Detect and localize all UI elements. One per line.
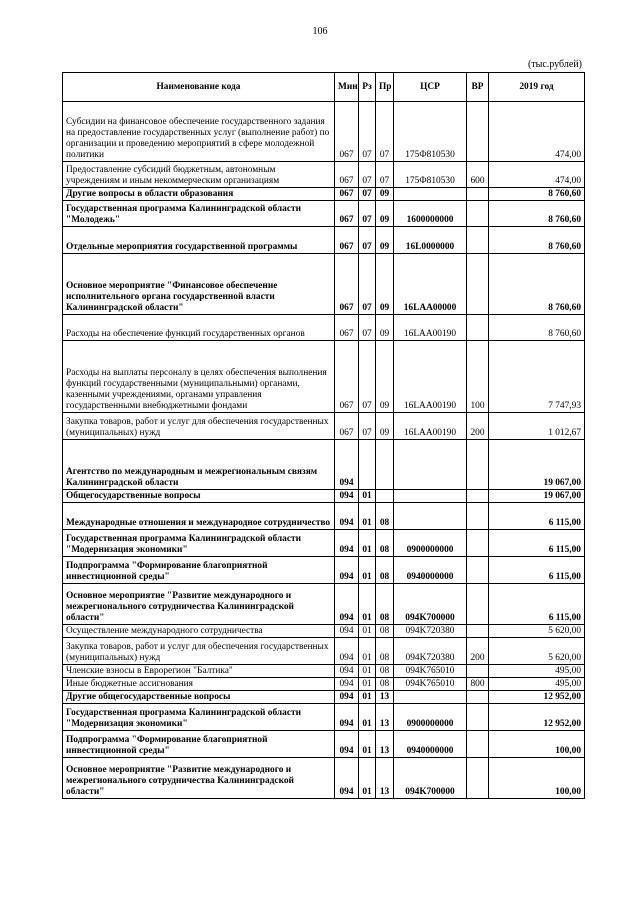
- cell-min: 067: [335, 162, 359, 188]
- cell-pr: 09: [376, 227, 394, 254]
- cell-min: 094: [335, 758, 359, 799]
- cell-val: 6 115,00: [489, 530, 585, 557]
- cell-name: Международные отношения и международное сотрудничество: [63, 503, 335, 530]
- cell-csr: 094K700000: [394, 584, 467, 625]
- cell-csr: 094K765010: [394, 678, 467, 691]
- cell-rz: 01: [359, 691, 376, 704]
- budget-table: [62, 72, 585, 799]
- cell-pr: 08: [376, 557, 394, 584]
- table-row: [63, 503, 585, 530]
- cell-vr: 100: [467, 341, 489, 413]
- cell-vr: [467, 731, 489, 758]
- cell-rz: 07: [359, 188, 376, 201]
- cell-vr: [467, 490, 489, 503]
- cell-min: 094: [335, 665, 359, 678]
- cell-pr: 09: [376, 413, 394, 440]
- cell-rz: 01: [359, 758, 376, 799]
- cell-name: Общегосударственные вопросы: [63, 490, 335, 503]
- cell-val: 5 620,00: [489, 638, 585, 665]
- cell-rz: 01: [359, 503, 376, 530]
- cell-vr: 200: [467, 413, 489, 440]
- cell-rz: 01: [359, 625, 376, 638]
- cell-name: Расходы на обеспечение функций государственных органов: [63, 315, 335, 341]
- cell-val: 19 067,00: [489, 440, 585, 490]
- cell-name: Иные бюджетные ассигнования: [63, 678, 335, 691]
- cell-vr: [467, 188, 489, 201]
- cell-min: 067: [335, 102, 359, 162]
- cell-rz: 01: [359, 731, 376, 758]
- table-row: [63, 227, 585, 254]
- table-row: [63, 704, 585, 731]
- cell-vr: [467, 625, 489, 638]
- cell-csr: 16LAA00000: [394, 254, 467, 315]
- cell-pr: 07: [376, 162, 394, 188]
- cell-csr: 0900000000: [394, 704, 467, 731]
- cell-csr: [394, 490, 467, 503]
- cell-pr: 08: [376, 503, 394, 530]
- cell-rz: 01: [359, 665, 376, 678]
- cell-min: 094: [335, 584, 359, 625]
- cell-name: Государственная программа Калининградской области "Молодежь": [63, 201, 335, 227]
- cell-vr: [467, 201, 489, 227]
- cell-val: 474,00: [489, 102, 585, 162]
- cell-name: Осуществление международного сотрудничества: [63, 625, 335, 638]
- table-row: [63, 162, 585, 188]
- cell-pr: 13: [376, 731, 394, 758]
- cell-rz: 07: [359, 201, 376, 227]
- table-row: [63, 315, 585, 341]
- cell-min: 094: [335, 625, 359, 638]
- cell-name: Государственная программа Калининградской области "Модернизация экономики": [63, 530, 335, 557]
- cell-rz: 07: [359, 162, 376, 188]
- cell-rz: 07: [359, 315, 376, 341]
- table-row: [63, 584, 585, 625]
- cell-pr: 09: [376, 315, 394, 341]
- cell-rz: 01: [359, 557, 376, 584]
- cell-val: 7 747,93: [489, 341, 585, 413]
- cell-pr: 09: [376, 341, 394, 413]
- cell-vr: 200: [467, 638, 489, 665]
- cell-val: 8 760,60: [489, 315, 585, 341]
- cell-rz: 01: [359, 704, 376, 731]
- cell-rz: 01: [359, 678, 376, 691]
- cell-csr: 175Ф810530: [394, 162, 467, 188]
- cell-vr: [467, 503, 489, 530]
- header-min: Мин: [335, 73, 359, 102]
- cell-csr: [394, 503, 467, 530]
- cell-pr: 13: [376, 691, 394, 704]
- cell-val: 100,00: [489, 758, 585, 799]
- cell-name: Агентство по международным и межрегиональным связям Калининградской области: [63, 440, 335, 490]
- header-year: 2019 год: [489, 73, 585, 102]
- table-row: [63, 731, 585, 758]
- cell-pr: 09: [376, 188, 394, 201]
- cell-vr: [467, 227, 489, 254]
- cell-vr: [467, 315, 489, 341]
- cell-val: 12 952,00: [489, 691, 585, 704]
- cell-vr: [467, 254, 489, 315]
- table-row: [63, 490, 585, 503]
- cell-val: 8 760,60: [489, 254, 585, 315]
- cell-name: Закупка товаров, работ и услуг для обеспечения государственных (муниципальных) нужд: [63, 413, 335, 440]
- cell-pr: [376, 490, 394, 503]
- cell-rz: 01: [359, 490, 376, 503]
- cell-csr: 094K720380: [394, 638, 467, 665]
- table-row: [63, 254, 585, 315]
- table-row: [63, 638, 585, 665]
- cell-csr: 16LAA00190: [394, 315, 467, 341]
- cell-name: Субсидии на финансовое обеспечение государственного задания на предоставление государственных услуг (выполнение работ) по организации и проведению мероприятий в сфере молодежной политики: [63, 102, 335, 162]
- cell-csr: 0900000000: [394, 530, 467, 557]
- cell-pr: 09: [376, 254, 394, 315]
- cell-vr: [467, 691, 489, 704]
- cell-min: 094: [335, 503, 359, 530]
- cell-val: 8 760,60: [489, 188, 585, 201]
- cell-name: Расходы на выплаты персоналу в целях обеспечения выполнения функций государственными (муниципальными) органами, казенными учреждениями, органами управления государственными внебюджетными фондами: [63, 341, 335, 413]
- cell-rz: 07: [359, 254, 376, 315]
- table-row: [63, 201, 585, 227]
- cell-val: 8 760,60: [489, 227, 585, 254]
- cell-pr: 08: [376, 530, 394, 557]
- cell-vr: [467, 704, 489, 731]
- cell-name: Отдельные мероприятия государственной программы: [63, 227, 335, 254]
- cell-val: 12 952,00: [489, 704, 585, 731]
- table-row: [63, 557, 585, 584]
- cell-pr: 07: [376, 102, 394, 162]
- cell-pr: 08: [376, 625, 394, 638]
- cell-vr: [467, 584, 489, 625]
- cell-val: 5 620,00: [489, 625, 585, 638]
- header-csr: ЦСР: [394, 73, 467, 102]
- cell-pr: 09: [376, 201, 394, 227]
- table-row: [63, 102, 585, 162]
- cell-csr: 16LAA00190: [394, 341, 467, 413]
- cell-min: 067: [335, 227, 359, 254]
- cell-min: 094: [335, 638, 359, 665]
- cell-min: 094: [335, 440, 359, 490]
- table-row: [63, 625, 585, 638]
- table-row: [63, 691, 585, 704]
- cell-val: 474,00: [489, 162, 585, 188]
- cell-name: Предоставление субсидий бюджетным, автономным учреждениям и иным некоммерческим организациям: [63, 162, 335, 188]
- cell-min: 067: [335, 341, 359, 413]
- cell-val: 6 115,00: [489, 503, 585, 530]
- cell-pr: 13: [376, 704, 394, 731]
- cell-csr: 175Ф810530: [394, 102, 467, 162]
- cell-val: 100,00: [489, 731, 585, 758]
- table-row: [63, 413, 585, 440]
- cell-csr: 094K765010: [394, 665, 467, 678]
- cell-min: 067: [335, 413, 359, 440]
- unit-label: (тыс.рублей): [527, 59, 582, 70]
- cell-vr: 600: [467, 162, 489, 188]
- cell-name: Закупка товаров, работ и услуг для обеспечения государственных (муниципальных) нужд: [63, 638, 335, 665]
- cell-min: 067: [335, 201, 359, 227]
- cell-csr: 0940000000: [394, 557, 467, 584]
- cell-name: Другие общегосударственные вопросы: [63, 691, 335, 704]
- cell-val: 495,00: [489, 678, 585, 691]
- cell-csr: 16L0000000: [394, 227, 467, 254]
- cell-vr: [467, 102, 489, 162]
- cell-rz: 01: [359, 584, 376, 625]
- cell-csr: 1600000000: [394, 201, 467, 227]
- cell-csr: [394, 691, 467, 704]
- table-row: [63, 665, 585, 678]
- table-header-row: [63, 73, 585, 102]
- cell-vr: [467, 557, 489, 584]
- cell-min: 067: [335, 254, 359, 315]
- cell-csr: [394, 188, 467, 201]
- cell-rz: 01: [359, 530, 376, 557]
- cell-val: 19 067,00: [489, 490, 585, 503]
- header-pr: Пр: [376, 73, 394, 102]
- cell-name: Основное мероприятие "Развитие международного и межрегионального сотрудничества Калининградской области": [63, 758, 335, 799]
- cell-rz: 07: [359, 413, 376, 440]
- cell-rz: [359, 440, 376, 490]
- cell-pr: 13: [376, 758, 394, 799]
- cell-min: 067: [335, 188, 359, 201]
- cell-min: 094: [335, 704, 359, 731]
- cell-rz: 07: [359, 341, 376, 413]
- cell-pr: 08: [376, 678, 394, 691]
- cell-csr: 0940000000: [394, 731, 467, 758]
- cell-rz: 07: [359, 102, 376, 162]
- cell-val: 8 760,60: [489, 201, 585, 227]
- cell-vr: [467, 440, 489, 490]
- cell-pr: 08: [376, 584, 394, 625]
- cell-csr: 094K700000: [394, 758, 467, 799]
- cell-pr: [376, 440, 394, 490]
- cell-vr: [467, 530, 489, 557]
- cell-min: 094: [335, 530, 359, 557]
- cell-vr: 800: [467, 678, 489, 691]
- cell-rz: 07: [359, 227, 376, 254]
- cell-min: 094: [335, 691, 359, 704]
- cell-csr: [394, 440, 467, 490]
- cell-rz: 01: [359, 638, 376, 665]
- cell-val: 6 115,00: [489, 557, 585, 584]
- cell-name: Основное мероприятие "Финансовое обеспечение исполнительного органа государственной власти Калининградской области": [63, 254, 335, 315]
- cell-min: 094: [335, 490, 359, 503]
- cell-min: 067: [335, 315, 359, 341]
- cell-vr: [467, 758, 489, 799]
- header-rz: Рз: [359, 73, 376, 102]
- cell-min: 094: [335, 678, 359, 691]
- table-row: [63, 530, 585, 557]
- table-row: [63, 188, 585, 201]
- cell-vr: [467, 665, 489, 678]
- table-row: [63, 341, 585, 413]
- cell-csr: 094K720380: [394, 625, 467, 638]
- table-row: [63, 678, 585, 691]
- page-number: 106: [312, 26, 328, 37]
- cell-name: Членские взносы в Еврорегион "Балтика": [63, 665, 335, 678]
- cell-val: 1 012,67: [489, 413, 585, 440]
- table-row: [63, 440, 585, 490]
- cell-name: Другие вопросы в области образования: [63, 188, 335, 201]
- cell-min: 094: [335, 731, 359, 758]
- cell-name: Подпрограмма "Формирование благоприятной инвестиционной среды": [63, 731, 335, 758]
- cell-pr: 08: [376, 638, 394, 665]
- cell-min: 094: [335, 557, 359, 584]
- cell-val: 495,00: [489, 665, 585, 678]
- cell-name: Подпрограмма "Формирование благоприятной инвестиционной среды": [63, 557, 335, 584]
- cell-val: 6 115,00: [489, 584, 585, 625]
- header-name: Наименование кода: [63, 73, 335, 102]
- cell-name: Основное мероприятие "Развитие международного и межрегионального сотрудничества Калининградской области": [63, 584, 335, 625]
- cell-pr: 08: [376, 665, 394, 678]
- header-vr: ВР: [467, 73, 489, 102]
- cell-csr: 16LAA00190: [394, 413, 467, 440]
- cell-name: Государственная программа Калининградской области "Модернизация экономики": [63, 704, 335, 731]
- table-row: [63, 758, 585, 799]
